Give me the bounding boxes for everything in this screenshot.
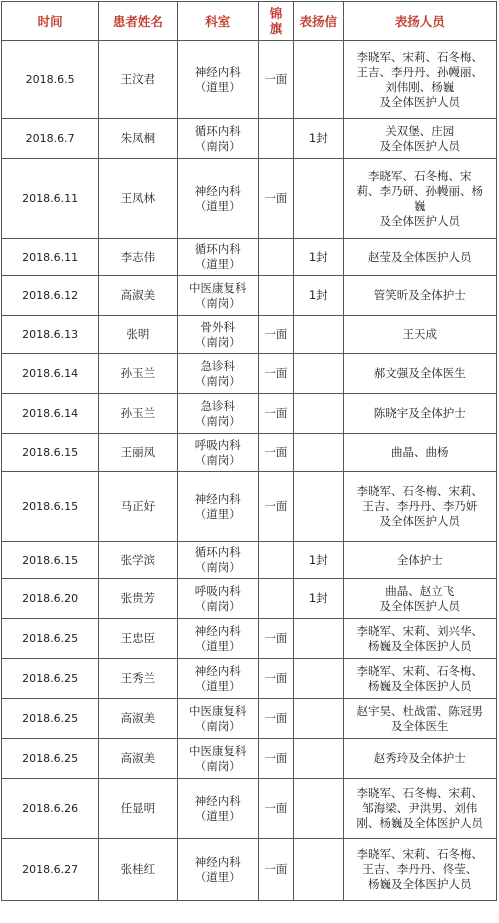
cell-date: 2018.6.11	[2, 239, 99, 276]
cell-letter	[293, 739, 343, 779]
cell-letter	[293, 394, 343, 434]
cell-date: 2018.6.25	[2, 659, 99, 699]
table-row	[2, 739, 497, 779]
cell-staff: 王天成	[343, 316, 496, 354]
table-row	[2, 472, 497, 542]
cell-dept: 呼吸内科 （南岗）	[177, 579, 258, 619]
cell-patient: 张贵芳	[99, 579, 177, 619]
cell-letter	[293, 354, 343, 394]
cell-staff: 曲晶、曲杨	[343, 434, 496, 472]
cell-patient: 张明	[99, 316, 177, 354]
header-patient: 患者姓名	[99, 2, 177, 41]
cell-date: 2018.6.11	[2, 159, 99, 239]
cell-patient: 孙玉兰	[99, 394, 177, 434]
cell-flag: 一面	[259, 659, 294, 699]
cell-dept: 中医康复科 （南岗）	[177, 699, 258, 739]
table-row	[2, 659, 497, 699]
table-row	[2, 619, 497, 659]
cell-date: 2018.6.14	[2, 394, 99, 434]
cell-staff: 曲晶、赵立飞 及全体医护人员	[343, 579, 496, 619]
cell-flag: 一面	[259, 354, 294, 394]
cell-letter: 1封	[293, 119, 343, 159]
cell-flag: 一面	[259, 839, 294, 901]
cell-flag: 一面	[259, 316, 294, 354]
header-letter: 表扬信	[293, 2, 343, 41]
cell-letter	[293, 159, 343, 239]
cell-staff: 李晓军、宋莉、石冬梅、 王吉、李丹丹、佟莹、 杨巍及全体医护人员	[343, 839, 496, 901]
table-row	[2, 159, 497, 239]
cell-letter	[293, 699, 343, 739]
cell-staff: 赵莹及全体医护人员	[343, 239, 496, 276]
table-row	[2, 316, 497, 354]
cell-date: 2018.6.15	[2, 434, 99, 472]
cell-dept: 循环内科 （南岗）	[177, 542, 258, 579]
cell-letter	[293, 472, 343, 542]
cell-date: 2018.6.26	[2, 779, 99, 839]
cell-dept: 骨外科 （南岗）	[177, 316, 258, 354]
cell-dept: 神经内科 （道里）	[177, 659, 258, 699]
cell-date: 2018.6.12	[2, 276, 99, 316]
cell-flag: 一面	[259, 779, 294, 839]
table-row	[2, 542, 497, 579]
cell-date: 2018.6.13	[2, 316, 99, 354]
table-row	[2, 354, 497, 394]
cell-flag	[259, 276, 294, 316]
cell-patient: 任显明	[99, 779, 177, 839]
cell-date: 2018.6.5	[2, 41, 99, 119]
cell-date: 2018.6.25	[2, 619, 99, 659]
table-row	[2, 779, 497, 839]
cell-flag: 一面	[259, 699, 294, 739]
table-row	[2, 119, 497, 159]
cell-dept: 神经内科 （道里）	[177, 472, 258, 542]
cell-letter	[293, 316, 343, 354]
cell-flag: 一面	[259, 434, 294, 472]
cell-patient: 王凤林	[99, 159, 177, 239]
table-row	[2, 41, 497, 119]
cell-patient: 王汶君	[99, 41, 177, 119]
table-row	[2, 276, 497, 316]
cell-flag: 一面	[259, 739, 294, 779]
cell-date: 2018.6.15	[2, 542, 99, 579]
cell-dept: 神经内科 （道里）	[177, 159, 258, 239]
cell-flag	[259, 119, 294, 159]
cell-letter: 1封	[293, 542, 343, 579]
cell-patient: 王丽凤	[99, 434, 177, 472]
cell-flag	[259, 542, 294, 579]
cell-dept: 神经内科 （道里）	[177, 779, 258, 839]
header-flag: 锦旗	[259, 2, 294, 41]
cell-flag: 一面	[259, 619, 294, 659]
cell-flag: 一面	[259, 472, 294, 542]
cell-date: 2018.6.7	[2, 119, 99, 159]
cell-staff: 李晓军、宋莉、石冬梅、 杨巍及全体医护人员	[343, 659, 496, 699]
cell-patient: 孙玉兰	[99, 354, 177, 394]
cell-staff: 陈晓宇及全体护士	[343, 394, 496, 434]
cell-staff: 赵秀玲及全体护士	[343, 739, 496, 779]
table-row	[2, 699, 497, 739]
cell-letter	[293, 619, 343, 659]
table-row	[2, 434, 497, 472]
table-row	[2, 579, 497, 619]
cell-letter	[293, 41, 343, 119]
cell-dept: 循环内科 （道里）	[177, 239, 258, 276]
cell-dept: 神经内科 （道里）	[177, 619, 258, 659]
cell-date: 2018.6.27	[2, 839, 99, 901]
cell-patient: 张桂红	[99, 839, 177, 901]
cell-patient: 李志伟	[99, 239, 177, 276]
cell-patient: 朱凤桐	[99, 119, 177, 159]
cell-date: 2018.6.15	[2, 472, 99, 542]
cell-dept: 神经内科 （道里）	[177, 41, 258, 119]
header-staff: 表扬人员	[343, 2, 496, 41]
cell-letter: 1封	[293, 239, 343, 276]
table-row	[2, 239, 497, 276]
cell-letter	[293, 839, 343, 901]
cell-dept: 循环内科 （南岗）	[177, 119, 258, 159]
cell-date: 2018.6.25	[2, 739, 99, 779]
cell-staff: 赵宇昊、杜战雷、陈冠男 及全体医生	[343, 699, 496, 739]
cell-dept: 急诊科 （南岗）	[177, 354, 258, 394]
cell-date: 2018.6.14	[2, 354, 99, 394]
cell-patient: 高淑美	[99, 739, 177, 779]
cell-staff: 李晓军、石冬梅、宋莉、 王吉、李丹丹、李乃妍 及全体医护人员	[343, 472, 496, 542]
cell-date: 2018.6.25	[2, 699, 99, 739]
cell-flag	[259, 579, 294, 619]
cell-flag: 一面	[259, 159, 294, 239]
cell-staff: 关双堡、庄园 及全体医护人员	[343, 119, 496, 159]
cell-dept: 急诊科 （南岗）	[177, 394, 258, 434]
commendation-table	[1, 1, 497, 901]
cell-staff: 李晓军、石冬梅、宋莉、 邹海梁、尹洪男、刘伟 刚、杨巍及全体医护人员	[343, 779, 496, 839]
cell-patient: 王秀兰	[99, 659, 177, 699]
cell-patient: 张学滨	[99, 542, 177, 579]
cell-staff: 郝文强及全体医生	[343, 354, 496, 394]
cell-patient: 高淑美	[99, 276, 177, 316]
cell-patient: 马正好	[99, 472, 177, 542]
cell-staff: 全体护士	[343, 542, 496, 579]
cell-staff: 管笑昕及全体护士	[343, 276, 496, 316]
table-row	[2, 839, 497, 901]
cell-flag	[259, 239, 294, 276]
cell-patient: 王忠臣	[99, 619, 177, 659]
header-date: 时间	[2, 2, 99, 41]
cell-staff: 李晓军、宋莉、石冬梅、 王吉、李丹丹、孙幔丽、 刘伟刚、杨巍 及全体医护人员	[343, 41, 496, 119]
cell-letter	[293, 434, 343, 472]
cell-dept: 神经内科 （道里）	[177, 839, 258, 901]
cell-patient: 高淑美	[99, 699, 177, 739]
header-row	[2, 2, 497, 41]
cell-date: 2018.6.20	[2, 579, 99, 619]
cell-staff: 李晓军、石冬梅、宋 莉、李乃研、孙幔丽、杨 巍 及全体医护人员	[343, 159, 496, 239]
cell-letter: 1封	[293, 276, 343, 316]
cell-flag: 一面	[259, 41, 294, 119]
table-row	[2, 394, 497, 434]
cell-flag: 一面	[259, 394, 294, 434]
header-dept: 科室	[177, 2, 258, 41]
cell-letter: 1封	[293, 579, 343, 619]
cell-dept: 中医康复科 （南岗）	[177, 739, 258, 779]
cell-dept: 呼吸内科 （南岗）	[177, 434, 258, 472]
cell-letter	[293, 659, 343, 699]
cell-letter	[293, 779, 343, 839]
cell-dept: 中医康复科 （南岗）	[177, 276, 258, 316]
cell-staff: 李晓军、宋莉、刘兴华、 杨巍及全体医护人员	[343, 619, 496, 659]
